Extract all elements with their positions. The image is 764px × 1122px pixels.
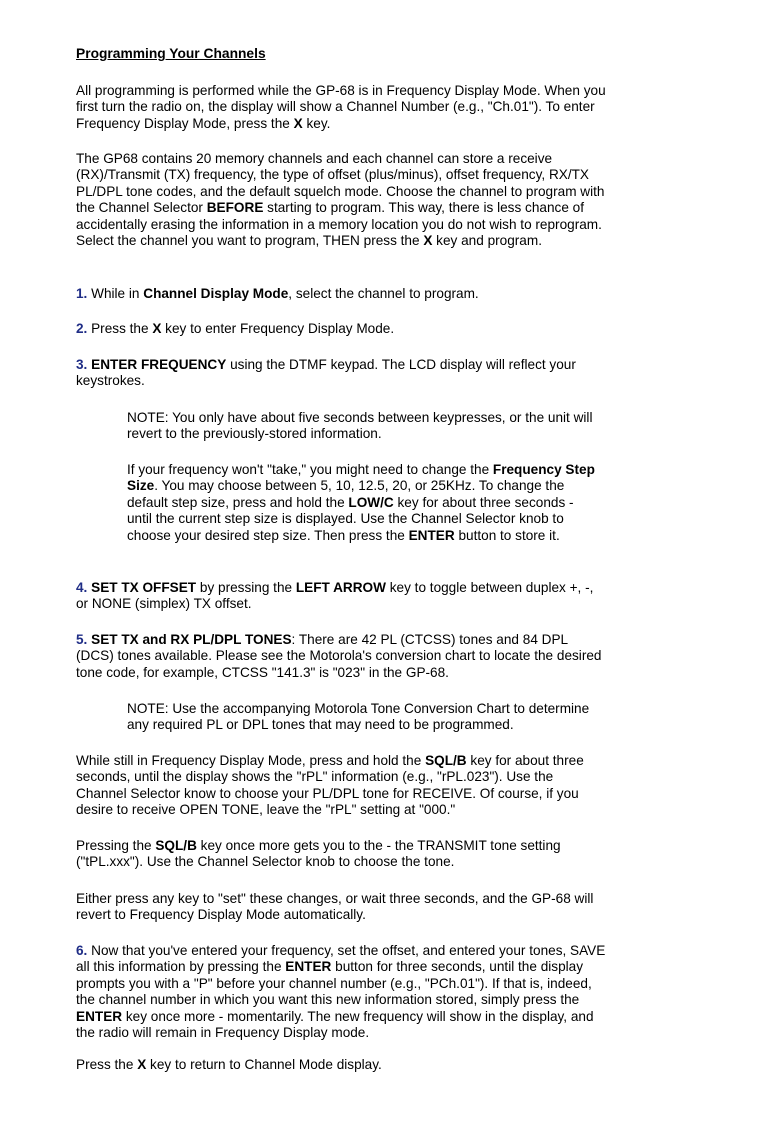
step-3: 3. ENTER FREQUENCY using the DTMF keypad. The LCD display will reflect your keystrokes. [76,357,576,389]
step-5: 5. SET TX and RX PL/DPL TONES: There are 42 PL (CTCSS) tones and 84 DPL (DCS) tones available. Please see the Motorola's conversion chart to locate the desired tone code, for example, CTCSS "141.3" is "023" in the GP-68. [76,632,602,680]
step-number: 4. [76,580,88,595]
step-number: 6. [76,943,88,958]
step-3-tip: If your frequency won't "take," you might need to change the Frequency Step Size. You may choose between 5, 10, 12.5, 20, or 25KHz. To change the default step size, press and hold the LOW/C key for about three seconds - until the current step size is displayed. Use the Channel Selector knob to choose your desired step size. Then press the ENTER button to store it. [127,462,595,543]
step-1: 1. While in Channel Display Mode, select the channel to program. [76,286,479,301]
final-instruction: Press the X key to return to Channel Mode display. [76,1057,382,1072]
step-number: 2. [76,321,88,336]
step-number: 5. [76,632,88,647]
step-5-transmit-tone: Pressing the SQL/B key once more gets you to the - the TRANSMIT tone setting ("tPL.xxx"). Use the Channel Selector knob to choose the tone. [76,838,561,870]
intro-paragraph-1: All programming is performed while the GP-68 is in Frequency Display Mode. When you first turn the radio on, the display will show a Channel Number (e.g., "Ch.01"). To enter Frequency Display Mode, press the X key. [76,83,606,131]
step-5-note: NOTE: Use the accompanying Motorola Tone Conversion Chart to determine any required PL or DPL tones that may need to be programmed. [127,701,590,733]
step-6: 6. Now that you've entered your frequency, set the offset, and entered your tones, SAVE all this information by pressing the ENTER button for three seconds, until the display prompts you with a "P" before your channel number (e.g., "PCh.01"). If that is, indeed, the channel number in which you want this new information stored, simply press the ENTER key once more - momentarily. The new frequency will show in the display, and the radio will remain in Frequency Display mode. [76,943,606,1041]
step-2: 2. Press the X key to enter Frequency Display Mode. [76,321,395,336]
step-number: 3. [76,357,88,372]
step-3-note: NOTE: You only have about five seconds between keypresses, or the unit will revert to the previously-stored information. [127,410,593,442]
step-number: 1. [76,286,88,301]
page-title: Programming Your Channels [76,46,266,61]
step-5-receive-tone: While still in Frequency Display Mode, press and hold the SQL/B key for about three seconds, until the display shows the "rPL" information (e.g., "rPL.023"). Use the Channel Selector know to choose your PL/DPL tone for RECEIVE. Of course, if you desire to receive OPEN TONE, leave the "rPL" setting at "000." [76,753,584,818]
intro-paragraph-2: The GP68 contains 20 memory channels and each channel can store a receive (RX)/Transmit (TX) frequency, the type of offset (plus/minus), offset frequency, RX/TX PL/DPL tone codes, and the default squelch mode. Choose the channel to program with the Channel Selector BEFORE starting to program. This way, there is less chance of accidentally erasing the information in a memory location you do not wish to reprogram. Select the channel you want to program, THEN press the X key and program. [76,151,605,249]
step-5-set-changes: Either press any key to "set" these changes, or wait three seconds, and the GP-68 will revert to Frequency Display Mode automatically. [76,891,594,923]
step-4: 4. SET TX OFFSET by pressing the LEFT ARROW key to toggle between duplex +, -, or NONE (simplex) TX offset. [76,580,594,612]
